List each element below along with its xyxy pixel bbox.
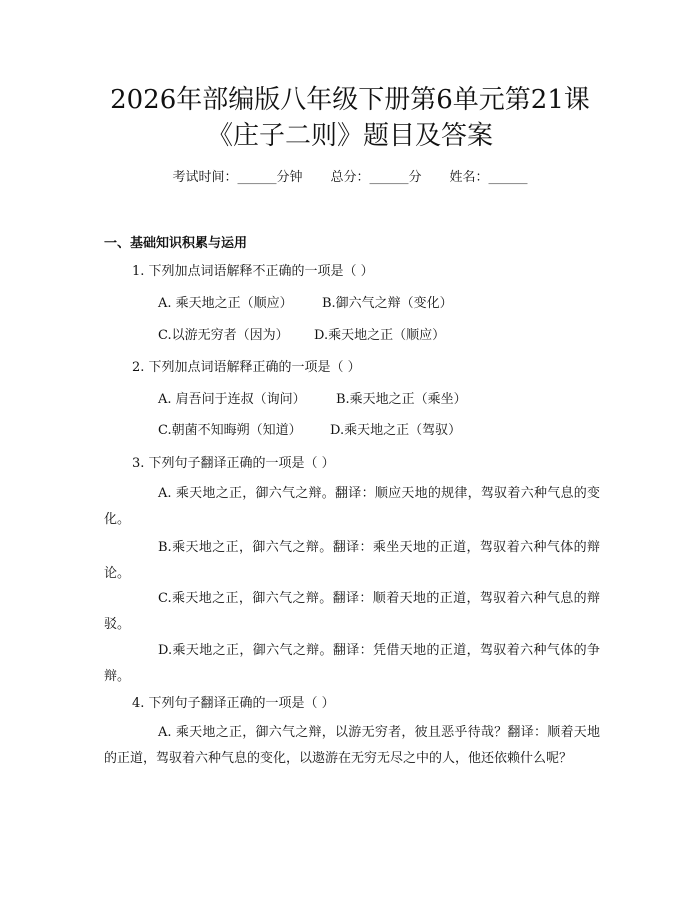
document-title-line2: 《庄子二则》题目及答案 [206,121,493,151]
question-2-stem: 2. 下列加点词语解释正确的一项是（ ） [132,360,361,375]
section-heading: 一、基础知识积累与运用 [104,236,248,251]
question-3-option-c: C.乘天地之正，御六气之辩。翻译：顺着天地的正道，驾驭着六种气息的辩驳。 [104,591,600,632]
question-2-option-c: C.朝菌不知晦朔（知道） [158,423,302,438]
question-1-stem: 1. 下列加点词语解释不正确的一项是（ ） [132,264,374,279]
question-4-stem: 4. 下列句子翻译正确的一项是（ ） [132,696,335,711]
exam-name: 姓名：______ [449,170,528,185]
question-1-option-b: B.御六气之辩（变化） [322,296,453,311]
exam-score: 总分：______分 [330,170,422,185]
document-title-line1: 2026年部编版八年级下册第6单元第21课 [110,85,590,115]
question-2-option-b: B.乘天地之正（乘坐） [336,392,467,407]
question-2-option-d: D.乘天地之正（驾驭） [330,423,462,438]
exam-time: 考试时间：______分钟 [172,170,303,185]
question-3-option-a: A. 乘天地之正，御六气之辩。翻译：顺应天地的规律，驾驭着六种气息的变化。 [104,486,600,527]
question-3-stem: 3. 下列句子翻译正确的一项是（ ） [132,456,335,471]
question-1-option-a: A. 乘天地之正（顺应） [158,296,293,311]
question-1-option-d: D.乘天地之正（顺应） [314,328,446,343]
question-2-option-a: A. 肩吾问于连叔（询问） [158,392,306,407]
question-1-option-c: C.以游无穷者（因为） [158,328,289,343]
question-3-option-b: B.乘天地之正，御六气之辩。翻译：乘坐天地的正道，驾驭着六种气体的辩论。 [104,540,600,581]
question-3-option-d: D.乘天地之正，御六气之辩。翻译：凭借天地的正道，驾驭着六种气体的争辩。 [104,643,600,684]
question-4-option-a: A. 乘天地之正，御六气之辩，以游无穷者，彼且恶乎待哉？翻译：顺着天地的正道，驾驭着六种气息的变化，以遨游在无穷无尽之中的人，他还依赖什么呢？ [104,725,600,766]
exam-meta [0,168,700,188]
